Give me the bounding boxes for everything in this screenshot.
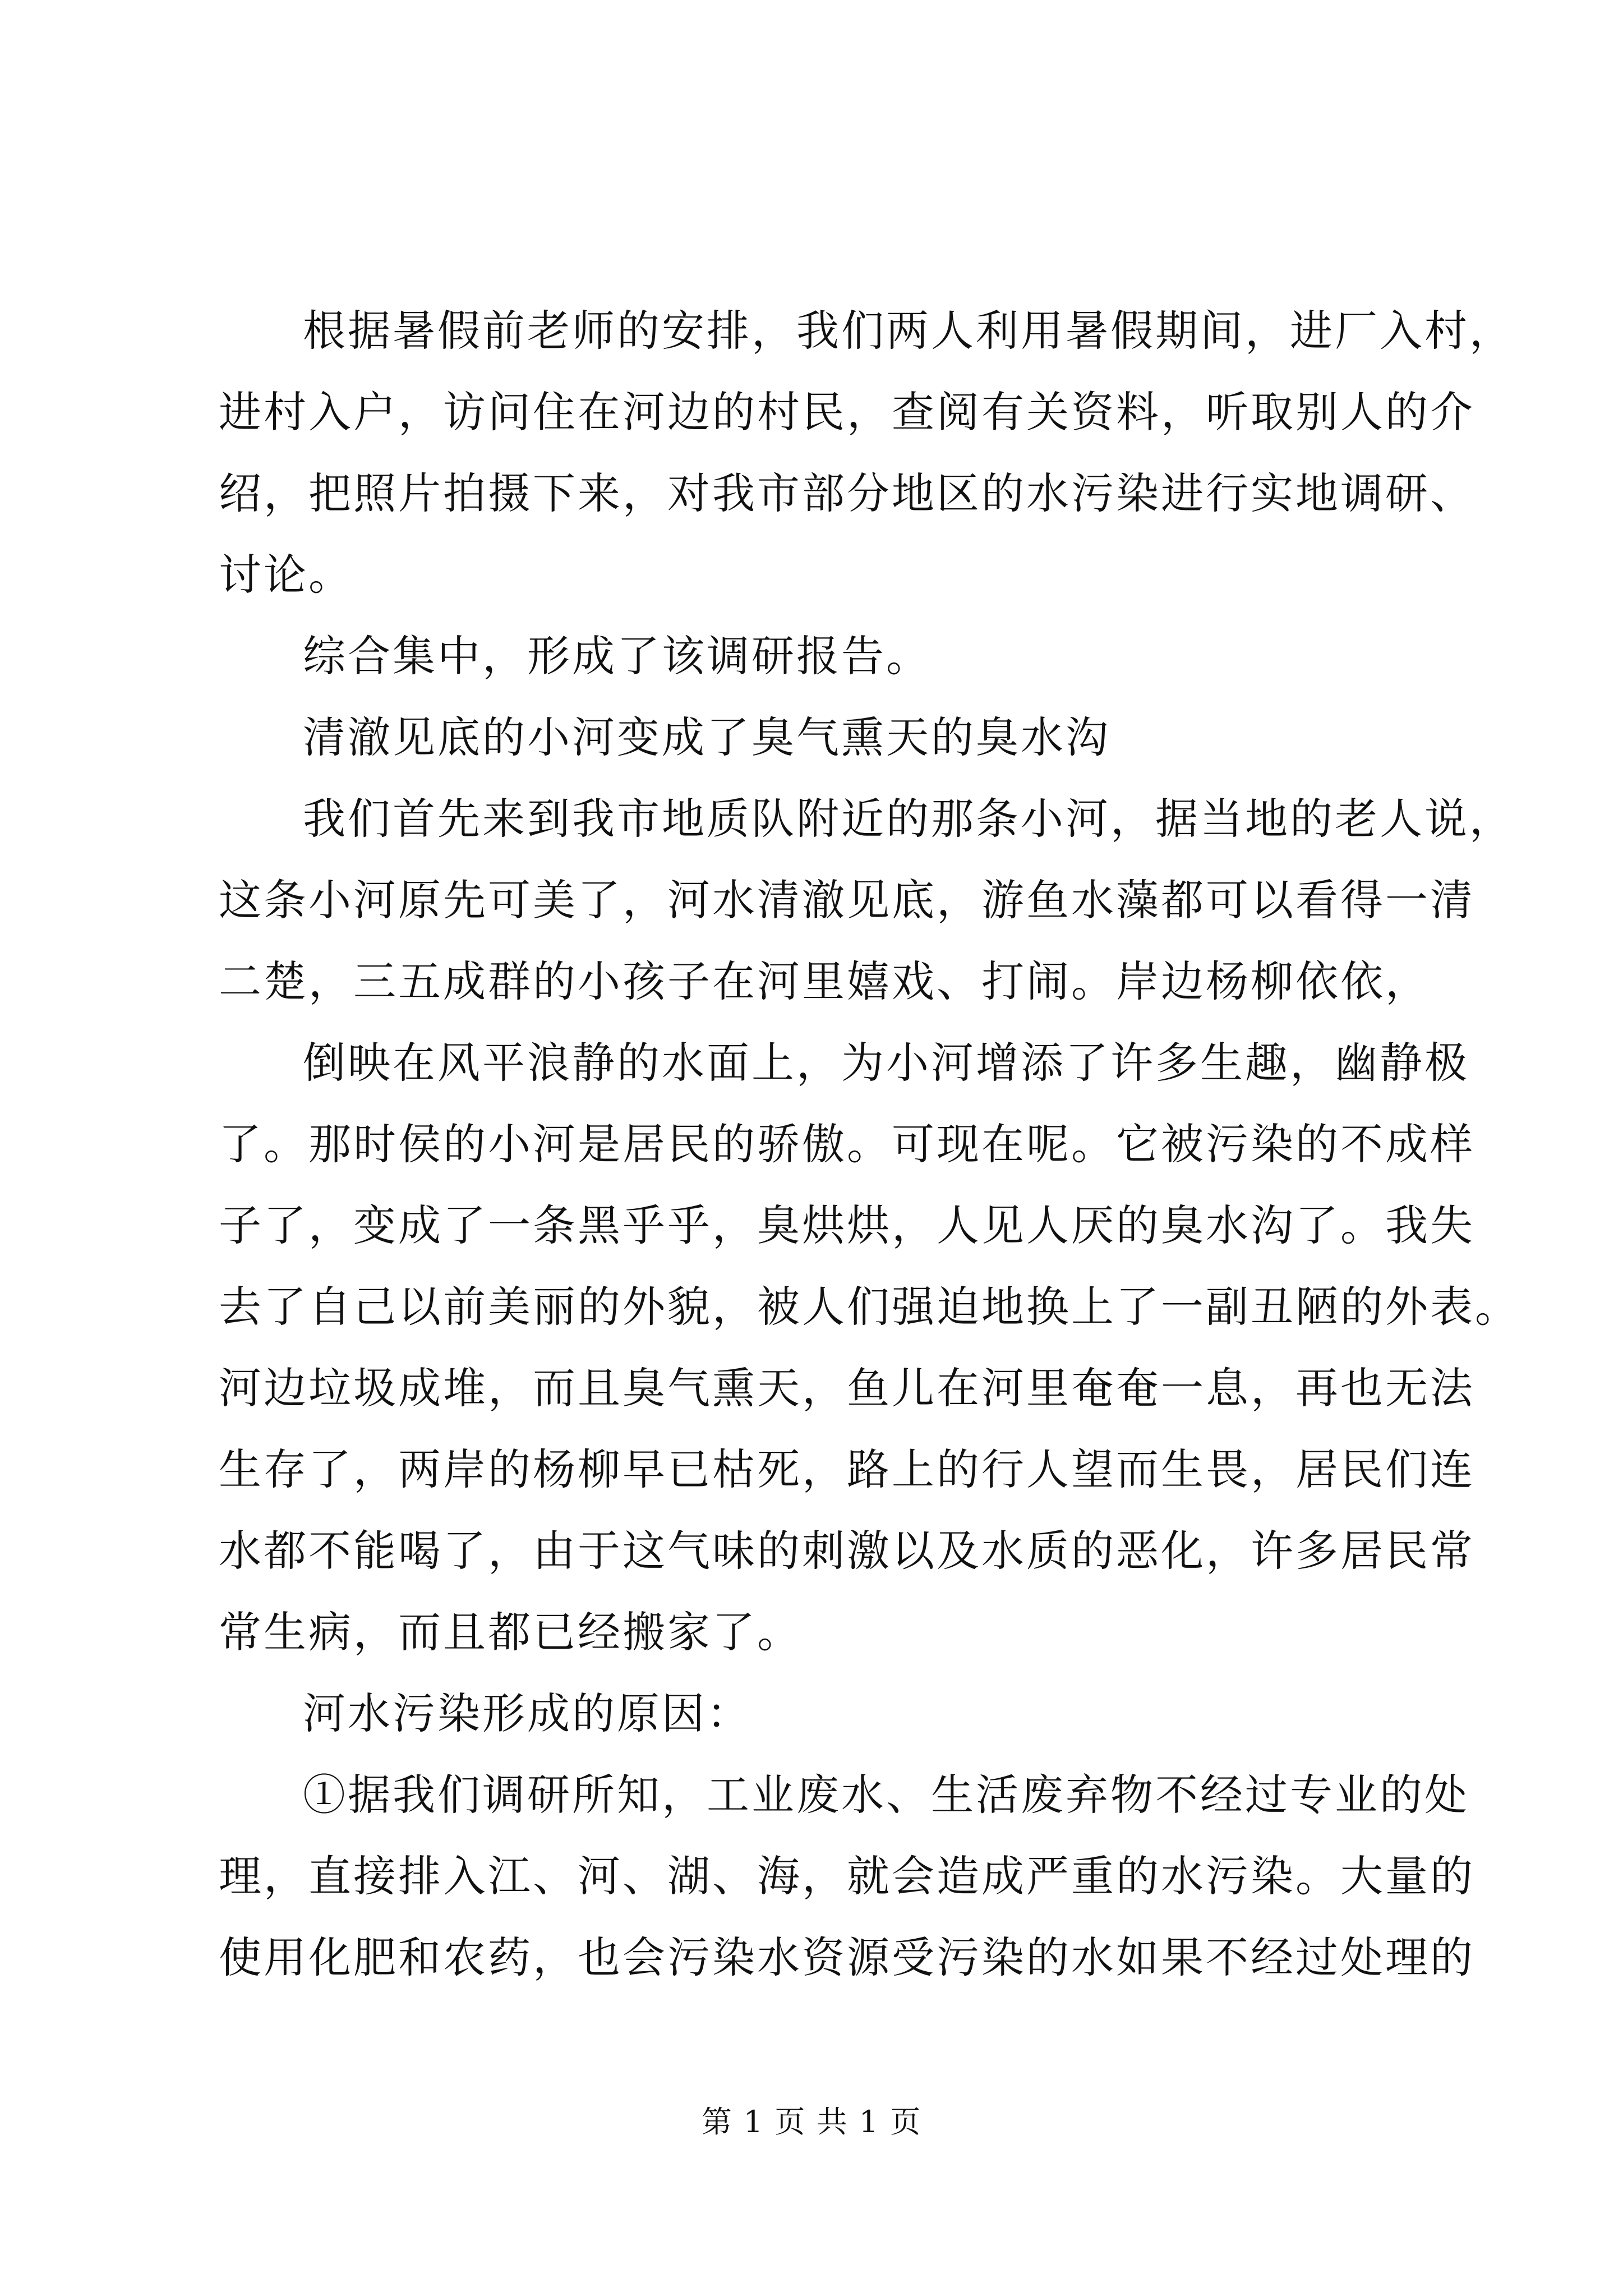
paragraph-5-line-8: 常生病，而且都已经搬家了。 [219,1607,802,1657]
paragraph-4-line-2: 这条小河原先可美了，河水清澈见底，游鱼水藻都可以看得一清 [219,875,1475,925]
paragraph-5-line-5: 河边垃圾成堆，而且臭气熏天，鱼儿在河里奄奄一息，再也无法 [219,1363,1475,1413]
paragraph-1-line-4: 讨论。 [219,550,353,600]
section-heading: 清澈见底的小河变成了臭气熏天的臭水沟 [303,712,1110,762]
paragraph-5-line-6: 生存了，两岸的杨柳早已枯死，路上的行人望而生畏，居民们连 [219,1444,1475,1494]
paragraph-4-line-1: 我们首先来到我市地质队附近的那条小河，据当地的老人说， [303,794,1514,844]
page-number-footer: 第 1 页 共 1 页 [701,2104,922,2139]
paragraph-7-line-3: 使用化肥和农药，也会污染水资源受污染的水如果不经过处理的 [219,1932,1475,1982]
paragraph-2-line-1: 综合集中，形成了该调研报告。 [303,631,931,681]
paragraph-5-line-1: 倒映在风平浪静的水面上，为小河增添了许多生趣，幽静极 [303,1038,1469,1088]
paragraph-7-line-1: ①据我们调研所知，工业废水、生活废弃物不经过专业的处 [303,1770,1469,1820]
paragraph-7-line-2: 理，直接排入江、河、湖、海，就会造成严重的水污染。大量的 [219,1851,1475,1901]
paragraph-1-line-1: 根据暑假前老师的安排，我们两人利用暑假期间，进厂入村， [303,306,1514,356]
paragraph-5-line-3: 子了，变成了一条黑乎乎，臭烘烘，人见人厌的臭水沟了。我失 [219,1200,1475,1250]
paragraph-1-line-2: 进村入户，访问住在河边的村民，查阅有关资料，听取别人的介 [219,387,1475,437]
paragraph-5-line-2: 了。那时侯的小河是居民的骄傲。可现在呢。它被污染的不成样 [219,1119,1475,1169]
paragraph-5-line-4: 去了自己以前美丽的外貌，被人们强迫地换上了一副丑陋的外表。 [219,1282,1520,1332]
paragraph-4-line-3: 二楚，三五成群的小孩子在河里嬉戏、打闹。岸边杨柳依依， [219,956,1430,1006]
paragraph-5-line-7: 水都不能喝了，由于这气味的刺激以及水质的恶化，许多居民常 [219,1526,1475,1576]
paragraph-6-line-1: 河水污染形成的原因： [303,1688,751,1738]
paragraph-1-line-3: 绍，把照片拍摄下来，对我市部分地区的水污染进行实地调研、 [219,468,1475,518]
